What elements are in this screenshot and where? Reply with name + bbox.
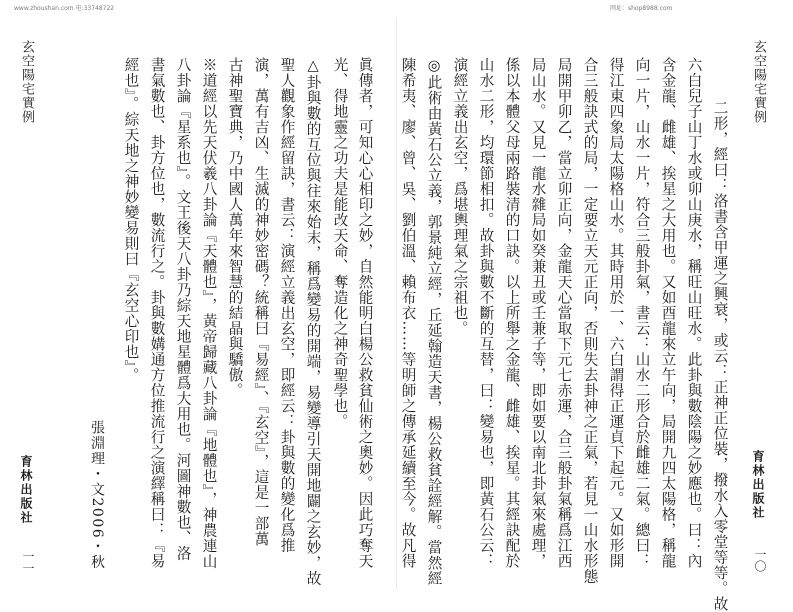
text-line: 眞傳者，可知心心相印之妙，自然能明白楊公救貧仙術之奧妙。因此巧奪天 xyxy=(356,57,374,569)
publisher-left: 育林出版社 xyxy=(19,455,33,525)
running-title-right: 玄空陽宅實例 xyxy=(751,40,766,124)
author-signature: 張淵理・文2006・秋 xyxy=(89,420,105,571)
text-line: 係以本體父母兩路裝清的口訣。以上所舉之金龍、雌雄、挨星。其經訣配於 xyxy=(503,57,521,569)
text-line: 二形，經曰：洛書含甲運之興衰，或云：正神正位裝，撥水入零堂等等。故 xyxy=(711,100,729,612)
publisher-right: 育林出版社 xyxy=(751,450,765,520)
text-line: 陳希夷、廖、曾、吳、劉伯溫、賴布衣……等明師之傳承延續至今。故凡得 xyxy=(399,57,417,569)
text-line: 八卦論『星系也』。文王後天八卦乃綜天地星體爲大用也。河圖神數也、洛 xyxy=(174,57,192,562)
text-line: 含金龍、雌雄、挨星之大用也。又如酉龍來立午向，局開九四太陽格，稱龍 xyxy=(659,57,677,569)
text-line: 六白兒子山丁水或卯山庚水，稱旺山旺水。此卦與數陰陽之妙應也。曰：內 xyxy=(685,57,703,569)
text-line: 光、得地靈之功夫是能改天命、奪造化之神奇聖學也。 xyxy=(331,57,349,429)
header-right-url: 网址：shop8988.com xyxy=(610,5,673,12)
text-line: △卦與數的互位與往來始末，稱爲變易的開端，易變導引天開地闢之玄妙，故 xyxy=(304,57,322,587)
text-line: 得江東四象局太陽格山水。其時用於一、六白謂得正運貞下起元。又如形開 xyxy=(607,57,625,569)
text-line: 演，萬有吉凶、生滅的神妙密碼？統稱曰『易經』、『玄空』，這是一部萬 xyxy=(252,57,270,547)
text-line: 山水二形，均環節相扣。故卦與數不斷的互替，曰：變易也，即黃石公云： xyxy=(477,57,495,569)
text-line: 經也』。綜天地之神妙變易則曰『玄空心印也』。 xyxy=(122,57,140,384)
text-line: 書氣數也、卦方位也，數流行之。卦與數媾通方位推流行之演繹稱曰：『易 xyxy=(148,57,166,569)
page-number-left: 一一 xyxy=(21,550,35,574)
page-number-right: 一〇 xyxy=(753,548,767,572)
text-line: 局開甲卯乙，當立卯正向，金龍天心當取下元七赤運，合三般卦氣稱爲江西 xyxy=(555,57,573,569)
running-title-left: 玄空陽宅實例 xyxy=(19,40,34,124)
header-left-url: www.zhoushan.com 电:33748722 xyxy=(14,5,115,12)
text-line: 局山水。又見一龍水雜局如癸兼丑或壬兼子等，即如要以南北卦氣來處理， xyxy=(529,57,547,569)
text-line: 聖人觀象作經留訣，書云：演經立義出玄空，即經云：卦與數的變化爲推 xyxy=(278,57,296,553)
page-gutter xyxy=(396,18,397,588)
text-line: 演經立義出玄空，爲堪輿理氣之宗祖也。 xyxy=(451,57,469,336)
text-line: ※道經以先天伏羲八卦論『天體也』，黃帝歸藏八卦論『地體也』，神農連山 xyxy=(200,57,218,570)
text-line: ◎此術由黃石公立義，郭景純立經，丘延翰造天書，楊公救貧詮經解。當然經 xyxy=(425,57,443,587)
text-line: 向一片，山水一片，符合三般卦氣，書云：山水二形合於雌雄二氣。總曰： xyxy=(633,57,651,569)
text-line: 合三般訣式的局，一定要立天元正向，否則失去卦神之正氣，若見一山水形態 xyxy=(581,57,599,584)
text-line: 古神聖寶典，乃中國人萬年來智慧的結晶與驕傲。 xyxy=(226,57,244,398)
